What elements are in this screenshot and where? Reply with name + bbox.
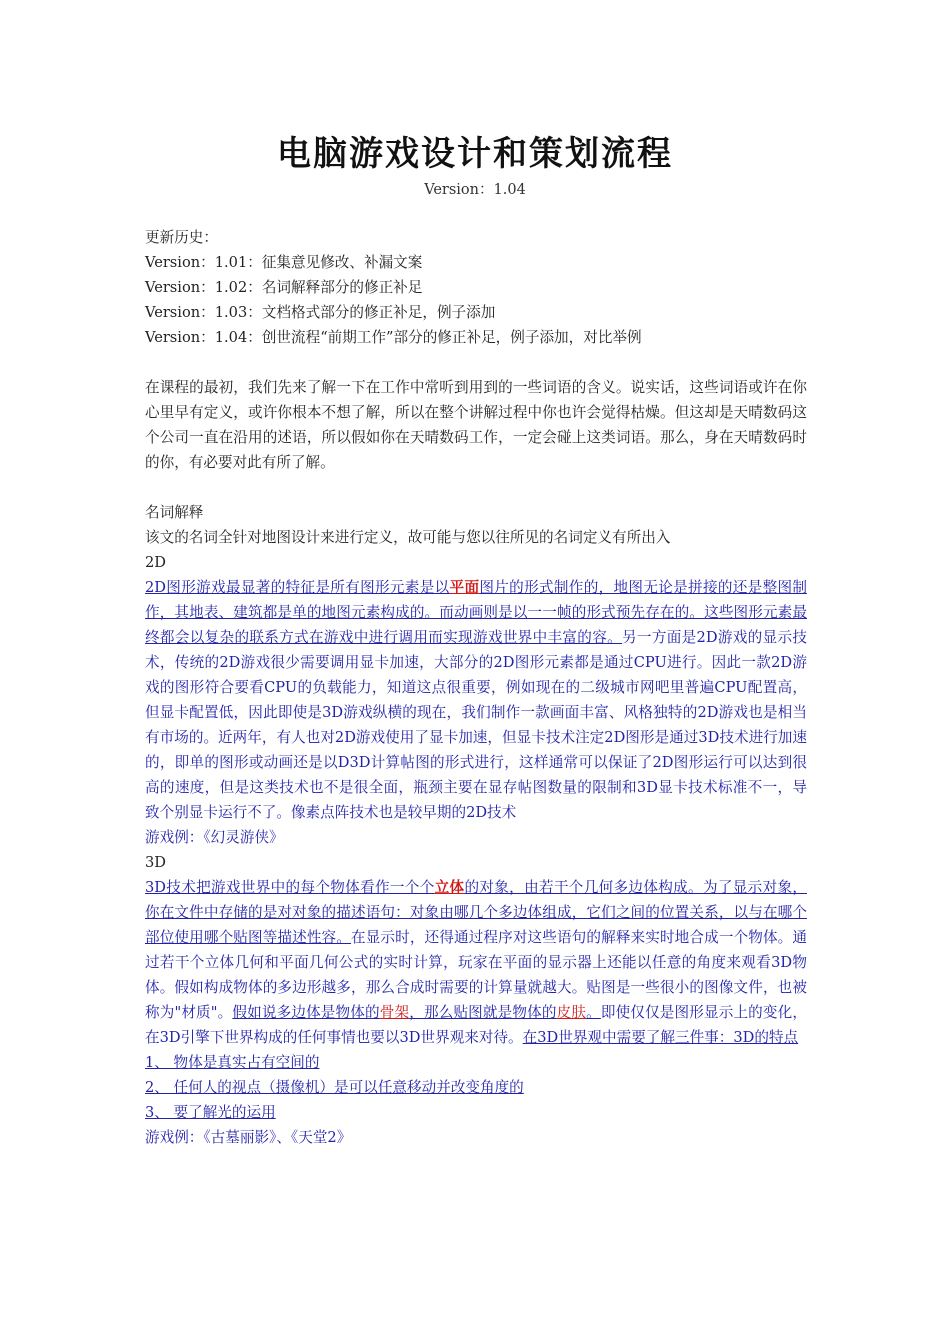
term-2d-label: 2D [145, 554, 166, 571]
term-3d-label: 3D [145, 854, 166, 871]
term-3d-middle: 在显示时，还得通过程序对这些语句的解释来实时地合成一个物体。通过若干个立体几何和平面几何公式的实时计算，玩家在平面的显示器上还能以任意的角度来观看3D物体。假如构成物体的多边形越多，那么合成时需要的计算量就越大。贴图是一些很小的图像文件，也被称为"材质"。 [145, 929, 807, 1021]
term-3d-underlined-c: 的对象，由若干个几何多边体构成。为了显示对象，你在文件中存储的是对对象的描述语句：对象由哪几个多边体组成，它们之间的位置关系，以与在哪个部位使用哪个贴图等描述性容。 [145, 879, 807, 946]
term-3d-three-things: 在3D世界观中需要了解三件事：3D的特点 [522, 1029, 799, 1046]
term-3d-skin-suffix: 。 [586, 1004, 601, 1021]
page-title: 电脑游戏设计和策划流程 [277, 134, 673, 174]
history-item: Version：1.02：名词解释部分的修正补足 [145, 279, 423, 296]
term-2d-keyword: 平面 [449, 579, 480, 596]
term-2d-example: 游戏例：《幻灵游侠》 [145, 829, 284, 846]
term-3d-skin: 皮肤 [556, 1004, 587, 1021]
term-2d-underlined-c: 图片的形式制作的，地图无论是拼接的还是整图制作，其地表、建筑都是单的地图元素构成的。而动画则是以一一帧的形式预先存在的。这些图形元素最终都会以复杂的联系方式在游戏中进行调用而实现游戏世界中丰富的容。 [145, 579, 807, 646]
history-item: Version：1.01：征集意见修改、补漏文案 [145, 254, 423, 271]
term-3d-point: 1、 物体是真实占有空间的 [145, 1054, 320, 1071]
term-3d-point: 2、 任何人的视点（摄像机）是可以任意移动并改变角度的 [145, 1079, 524, 1096]
term-3d-point: 3、 要了解光的运用 [145, 1104, 276, 1121]
term-3d-skeleton-prefix: 假如说多边体是物体的 [232, 1004, 380, 1021]
history-heading: 更新历史： [145, 229, 218, 246]
term-2d-rest: 另一方面是2D游戏的显示技术，传统的2D游戏很少需要调用显卡加速，大部分的2D图形元素都是通过CPU进行。因此一款2D游戏的图形符合要看CPU的负载能力，知道这点很重要，例如现在的二级城市网吧里普遍CPU配置高，但显卡配置低，因此即使是3D游戏纵横的现在，我们制作一款画面丰富、风格独特的2D游戏也是相当有市场的。近两年，有人也对2D游戏使用了显卡加速，但显卡技术注定2D图形是通过3D技术进行加速的，即单的图形或动画还是以D3D计算帖图的形式进行，这样通常可以保证了2D图形运行可以达到很高的速度，但是这类技术也不是很全面，瓶颈主要在显存帖图数量的限制和3D显卡技术标准不一，导致个别显卡运行不了。像素点阵技术也是较早期的2D技术 [145, 629, 807, 821]
history-item: Version：1.04：创世流程“前期工作”部分的修正补足，例子添加，对比举例 [145, 329, 642, 346]
term-3d-middle-2: 即使仅仅是图形显示上的变化，在3D引擎下世界构成的任何事情也要以3D世界观来对待。 [145, 1004, 807, 1046]
glossary-note: 该文的名词全针对地图设计来进行定义，故可能与您以往所见的名词定义有所出入 [145, 529, 671, 546]
intro-paragraph: 在课程的最初，我们先来了解一下在工作中常听到用到的一些词语的含义。说实话，这些词语或许在你心里早有定义，或许你根本不想了解，所以在整个讲解过程中你也许会觉得枯燥。但这却是天晴数码这个公司一直在沿用的述语，所以假如你在天晴数码工作，一定会碰上这类词语。那么，身在天晴数码时的你，有必要对此有所了解。 [145, 379, 807, 471]
version-label: Version：1.04 [424, 182, 526, 198]
document-body [145, 225, 807, 1150]
term-3d-keyword: 立体 [434, 879, 465, 896]
history-item: Version：1.03：文档格式部分的修正补足，例子添加 [145, 304, 496, 321]
term-2d-definition [145, 575, 807, 825]
glossary-heading: 名词解释 [145, 504, 204, 521]
term-2d-underlined-a: 2D图形游戏最显著的特征是所有图形元素是以 [145, 579, 450, 596]
term-3d-skeleton: 骨架 [379, 1004, 410, 1021]
term-3d-example: 游戏例：《古墓丽影》、《天堂2》 [145, 1129, 352, 1146]
term-3d-underlined-a: 3D技术把游戏世界中的每个物体看作一个个 [145, 879, 435, 896]
term-3d-skin-prefix: ，那么贴图就是物体的 [409, 1004, 557, 1021]
term-3d-definition [145, 875, 807, 1050]
